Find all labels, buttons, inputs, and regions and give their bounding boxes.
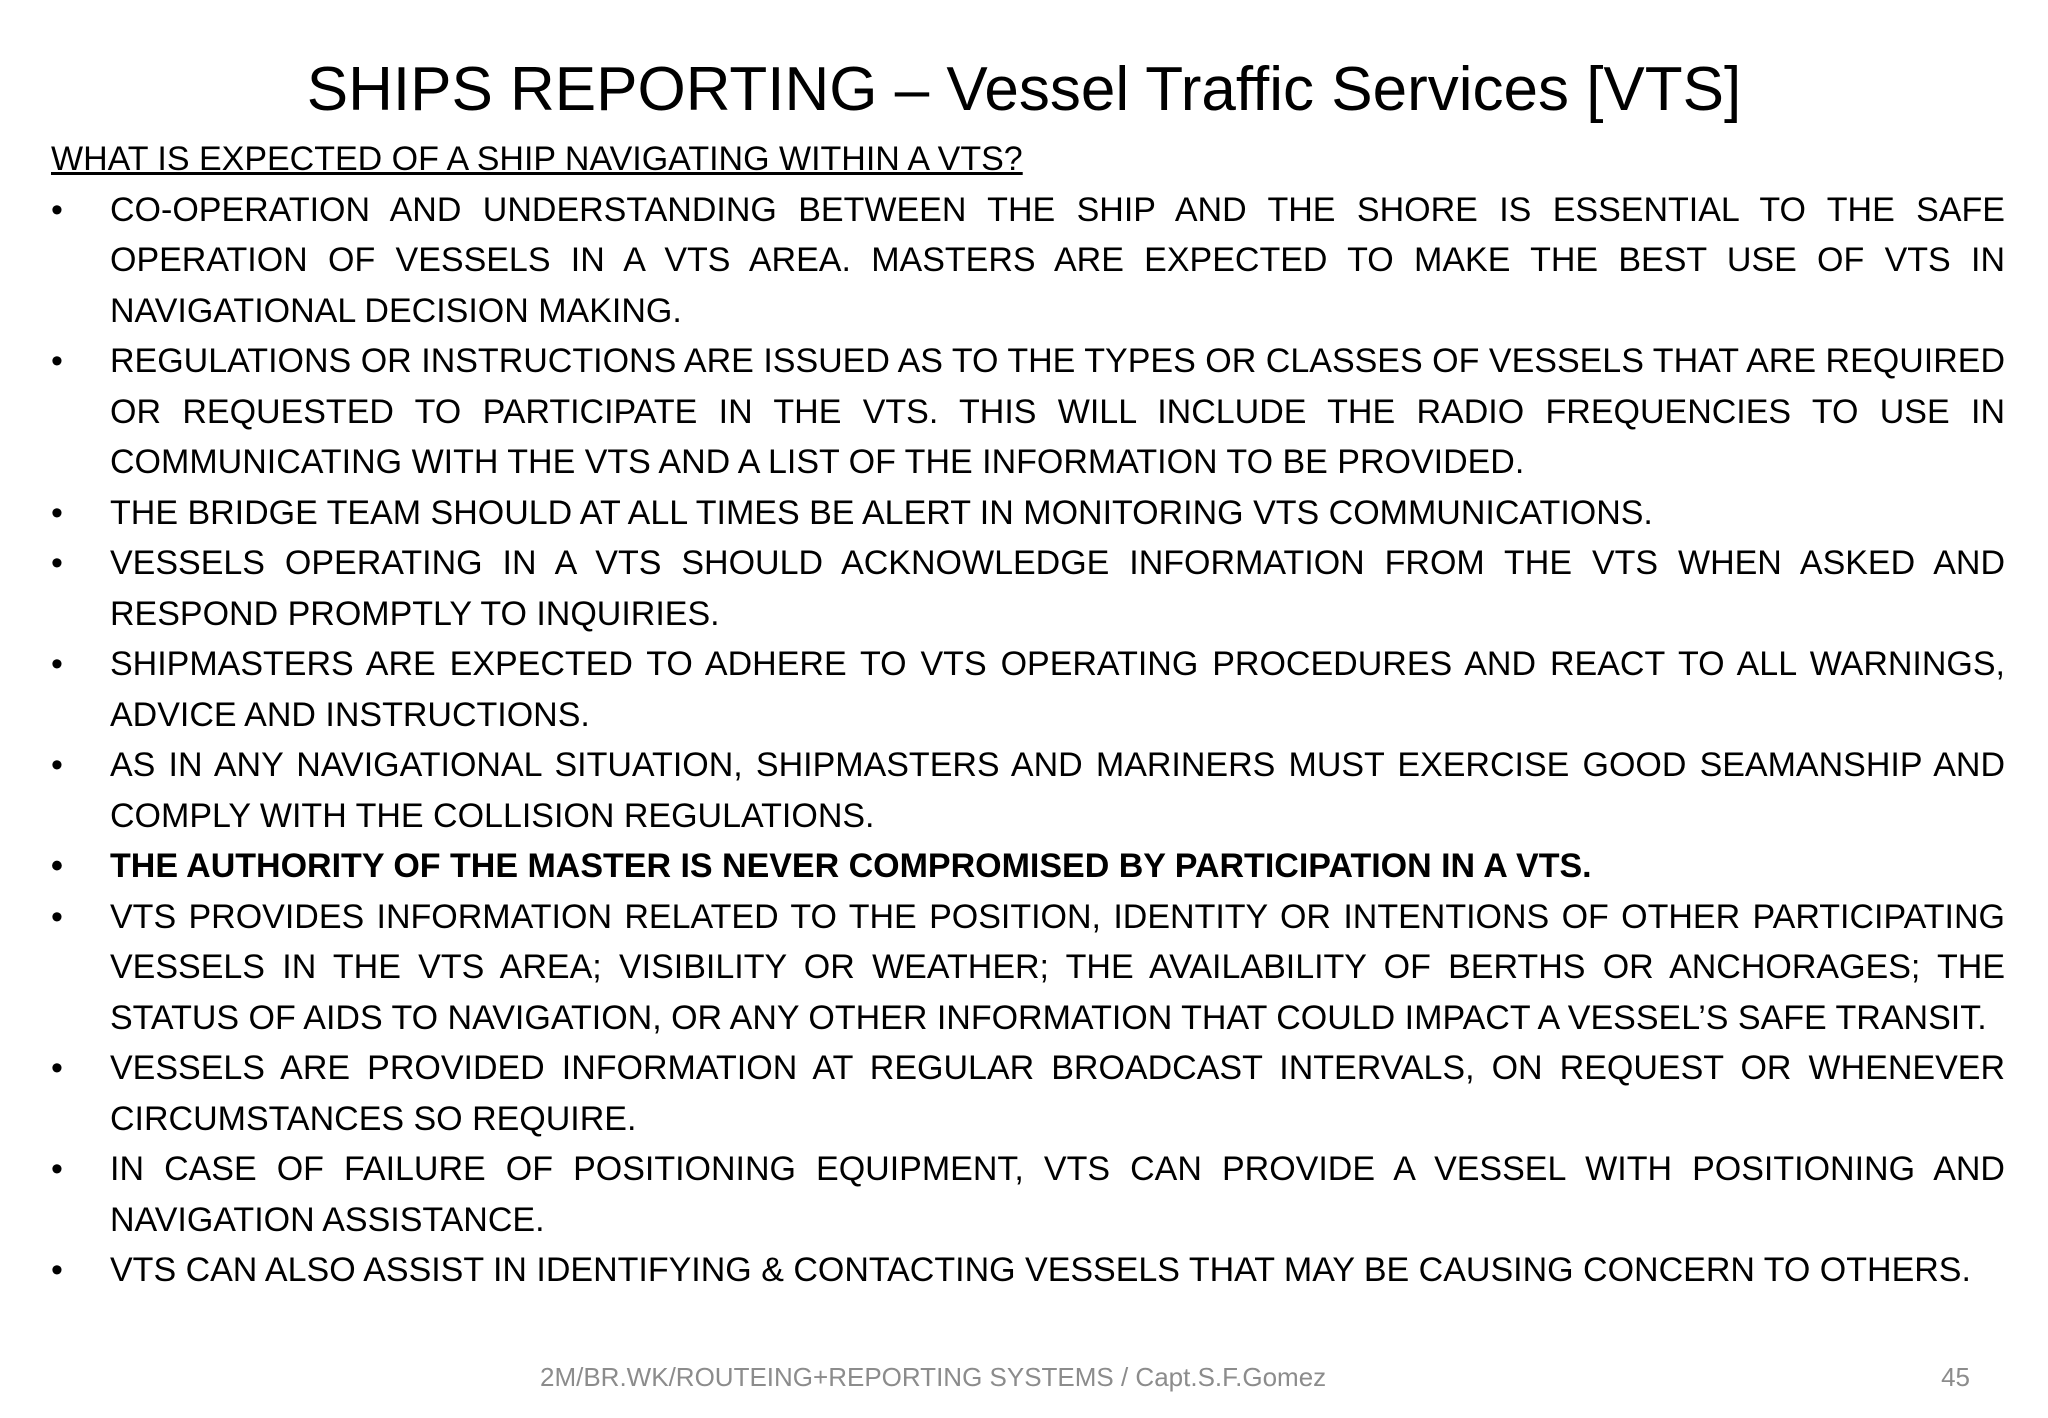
bullet-item (51, 740, 2005, 841)
bullet-text: SHIPMASTERS ARE EXPECTED TO ADHERE TO VTS OPERATING PROCEDURES AND REACT TO ALL WARNINGS, ADVICE AND INSTRUCTIONS. (110, 645, 2005, 734)
bullet-text: VESSELS OPERATING IN A VTS SHOULD ACKNOWLEDGE INFORMATION FROM THE VTS WHEN ASKED AND RESPOND PROMPTLY TO INQUIRIES. (110, 544, 2005, 633)
bullet-item (51, 1043, 2005, 1144)
bullet-item (51, 1144, 2005, 1245)
bullet-item-emphasis (51, 841, 2005, 892)
bullet-icon: • (51, 493, 63, 532)
bullet-text: AS IN ANY NAVIGATIONAL SITUATION, SHIPMASTERS AND MARINERS MUST EXERCISE GOOD SEAMANSHIP AND COMPLY WITH THE COLLISION REGULATIONS. (110, 746, 2005, 835)
bullet-item (51, 488, 2005, 539)
bullet-text: THE AUTHORITY OF THE MASTER IS NEVER COMPROMISED BY PARTICIPATION IN A VTS. (110, 847, 1592, 885)
bullet-text: VESSELS ARE PROVIDED INFORMATION AT REGULAR BROADCAST INTERVALS, ON REQUEST OR WHENEVER CIRCUMSTANCES SO REQUIRE. (110, 1049, 2005, 1138)
bullet-icon: • (51, 1049, 63, 1087)
bullet-icon: • (51, 847, 63, 885)
bullet-icon: • (51, 645, 63, 683)
bullet-icon: • (51, 190, 63, 229)
bullet-icon: • (51, 1251, 63, 1289)
bullet-text: CO-OPERATION AND UNDERSTANDING BETWEEN THE SHIP AND THE SHORE IS ESSENTIAL TO THE SAFE OPERATION OF VESSELS IN A VTS AREA. MASTERS ARE EXPECTED TO MAKE THE BEST USE OF VTS IN NAVIGATIONAL DECISION MAKING. (110, 190, 2005, 330)
bullet-icon: • (51, 342, 63, 380)
bullet-text: VTS PROVIDES INFORMATION RELATED TO THE POSITION, IDENTITY OR INTENTIONS OF OTHER PARTICIPATING VESSELS IN THE VTS AREA; VISIBILITY OR WEATHER; THE AVAILABILITY OF BERTHS OR ANCHORAGES; THE STATUS OF AIDS TO NAVIGATION, OR ANY OTHER INFORMATION THAT COULD IMPACT A VESSEL’S SAFE TRANSIT. (110, 897, 2005, 1037)
bullet-text: VTS CAN ALSO ASSIST IN IDENTIFYING & CONTACTING VESSELS THAT MAY BE CAUSING CONCERN TO OTHERS. (110, 1251, 1971, 1289)
bullet-icon: • (51, 746, 63, 784)
bullet-text: THE BRIDGE TEAM SHOULD AT ALL TIMES BE ALERT IN MONITORING VTS COMMUNICATIONS. (110, 493, 1653, 532)
bullet-text: IN CASE OF FAILURE OF POSITIONING EQUIPMENT, VTS CAN PROVIDE A VESSEL WITH POSITIONING AND NAVIGATION ASSISTANCE. (110, 1150, 2005, 1239)
bullet-icon: • (51, 544, 63, 582)
page-number: 45 (1941, 1362, 1970, 1392)
bullet-item (51, 336, 2005, 488)
slide-content (51, 134, 2005, 1296)
bullet-item (51, 892, 2005, 1044)
bullet-item (51, 185, 2005, 337)
bullet-item (51, 538, 2005, 639)
bullet-item (51, 1245, 2005, 1296)
bullet-item (51, 639, 2005, 740)
slide-footer: 2M/BR.WK/ROUTEING+REPORTING SYSTEMS / Capt.S.F.Gomez (540, 1362, 1327, 1392)
bullet-icon: • (51, 897, 63, 936)
bullet-icon: • (51, 1150, 63, 1188)
bullet-list (51, 185, 2005, 1296)
section-subheading: WHAT IS EXPECTED OF A SHIP NAVIGATING WITHIN A VTS? (51, 140, 1023, 178)
slide-title: SHIPS REPORTING – Vessel Traffic Services [VTS] (306, 55, 1742, 124)
bullet-text: REGULATIONS OR INSTRUCTIONS ARE ISSUED AS TO THE TYPES OR CLASSES OF VESSELS THAT ARE REQUIRED OR REQUESTED TO PARTICIPATE IN THE VTS. THIS WILL INCLUDE THE RADIO FREQUENCIES TO USE IN COMMUNICATING WITH THE VTS AND A LIST OF THE INFORMATION TO BE PROVIDED. (110, 342, 2005, 481)
